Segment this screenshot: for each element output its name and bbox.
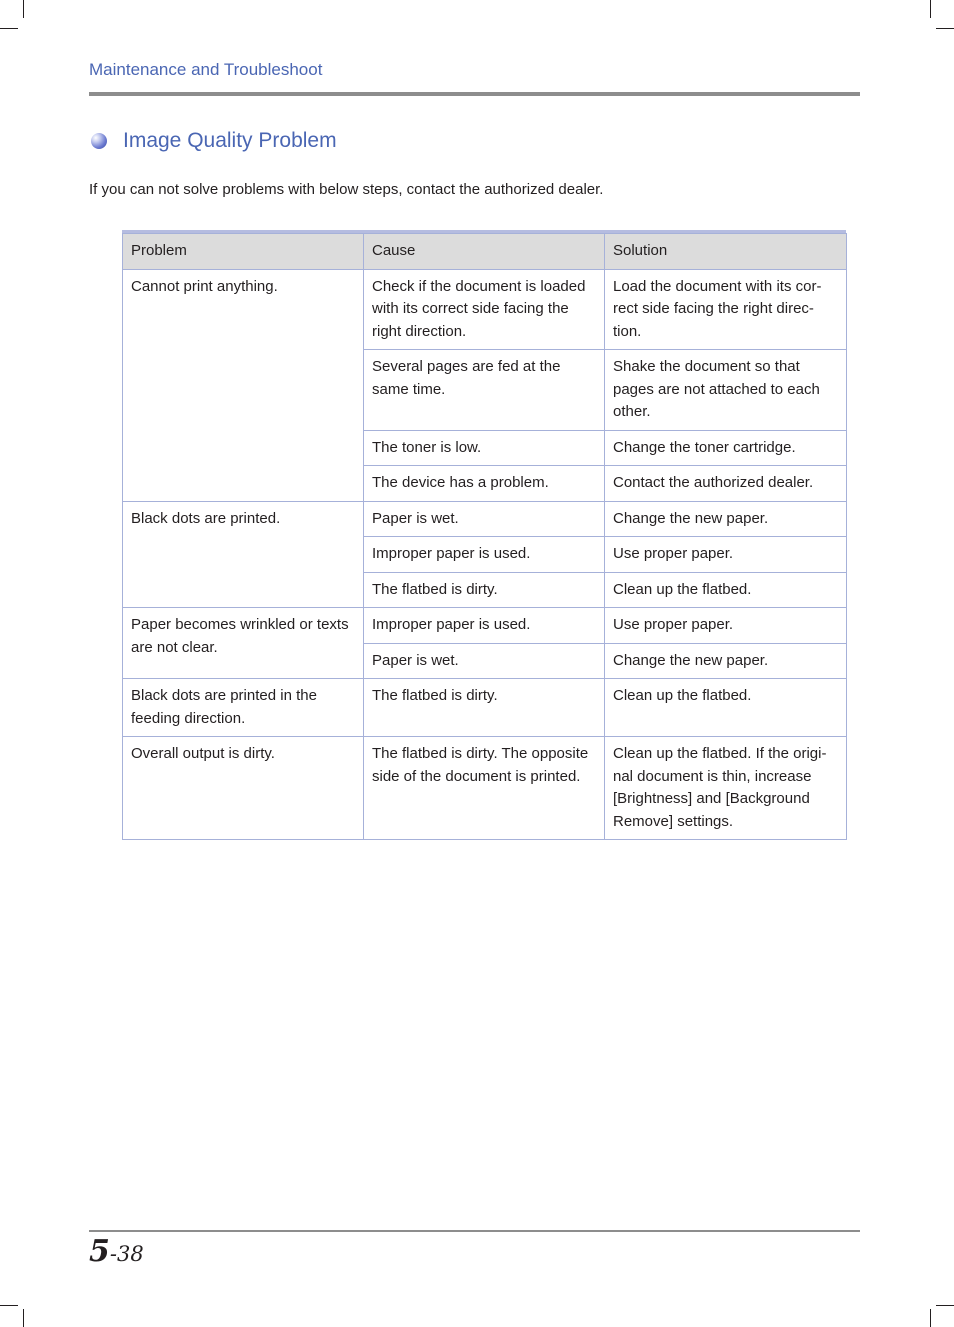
header-rule bbox=[89, 92, 860, 96]
solution-cell: Clean up the flatbed. If the origi-nal document is thin, increase [Brightness] and [Background Remove] settings. bbox=[605, 737, 847, 840]
footer-rule bbox=[89, 1230, 860, 1232]
table-row bbox=[123, 269, 847, 350]
table-row bbox=[123, 679, 847, 737]
troubleshoot-table bbox=[122, 233, 847, 840]
crop-mark bbox=[23, 0, 24, 18]
problem-cell: Black dots are printed. bbox=[123, 501, 364, 608]
problem-cell: Paper becomes wrinkled or texts are not clear. bbox=[123, 608, 364, 679]
section-heading bbox=[89, 129, 337, 153]
cause-cell: The flatbed is dirty. bbox=[364, 572, 605, 608]
cause-cell: Several pages are fed at the same time. bbox=[364, 350, 605, 431]
solution-cell: Clean up the flatbed. bbox=[605, 572, 847, 608]
cause-cell: The flatbed is dirty. The opposite side of the document is printed. bbox=[364, 737, 605, 840]
intro-text: If you can not solve problems with below steps, contact the authorized dealer. bbox=[89, 181, 604, 198]
solution-cell: Contact the authorized dealer. bbox=[605, 466, 847, 502]
cause-cell: Paper is wet. bbox=[364, 643, 605, 679]
solution-cell: Clean up the flatbed. bbox=[605, 679, 847, 737]
table-row bbox=[123, 501, 847, 537]
solution-cell: Use proper paper. bbox=[605, 537, 847, 573]
crop-mark bbox=[0, 1305, 18, 1306]
problem-cell: Black dots are printed in the feeding direction. bbox=[123, 679, 364, 737]
cause-cell: The flatbed is dirty. bbox=[364, 679, 605, 737]
crop-mark bbox=[936, 1305, 954, 1306]
solution-cell: Change the new paper. bbox=[605, 501, 847, 537]
crop-mark bbox=[930, 1309, 931, 1327]
crop-mark bbox=[23, 1309, 24, 1327]
header-problem: Problem bbox=[123, 234, 364, 270]
section-title: Image Quality Problem bbox=[123, 129, 337, 152]
problem-cell: Cannot print anything. bbox=[123, 269, 364, 501]
cause-cell: The device has a problem. bbox=[364, 466, 605, 502]
troubleshoot-table-wrapper bbox=[122, 230, 846, 840]
cause-cell: The toner is low. bbox=[364, 430, 605, 466]
running-head: Maintenance and Troubleshoot bbox=[89, 60, 323, 79]
table-row bbox=[123, 737, 847, 840]
table-row bbox=[123, 608, 847, 644]
solution-cell: Load the document with its cor-rect side facing the right direc-tion. bbox=[605, 269, 847, 350]
chapter-number: 5 bbox=[89, 1234, 110, 1269]
crop-mark bbox=[930, 0, 931, 18]
bullet-icon bbox=[91, 133, 107, 149]
cause-cell: Check if the document is loaded with its correct side facing the right direction. bbox=[364, 269, 605, 350]
crop-mark bbox=[936, 28, 954, 29]
solution-cell: Use proper paper. bbox=[605, 608, 847, 644]
problem-cell: Overall output is dirty. bbox=[123, 737, 364, 840]
header-cause: Cause bbox=[364, 234, 605, 270]
table-header-row bbox=[123, 234, 847, 270]
header-solution: Solution bbox=[605, 234, 847, 270]
solution-cell: Change the toner cartridge. bbox=[605, 430, 847, 466]
solution-cell: Change the new paper. bbox=[605, 643, 847, 679]
page-number bbox=[89, 1234, 144, 1269]
cause-cell: Paper is wet. bbox=[364, 501, 605, 537]
solution-cell: Shake the document so that pages are not attached to each other. bbox=[605, 350, 847, 431]
cause-cell: Improper paper is used. bbox=[364, 608, 605, 644]
crop-mark bbox=[0, 28, 18, 29]
cause-cell: Improper paper is used. bbox=[364, 537, 605, 573]
page-number-value: -38 bbox=[109, 1242, 144, 1266]
